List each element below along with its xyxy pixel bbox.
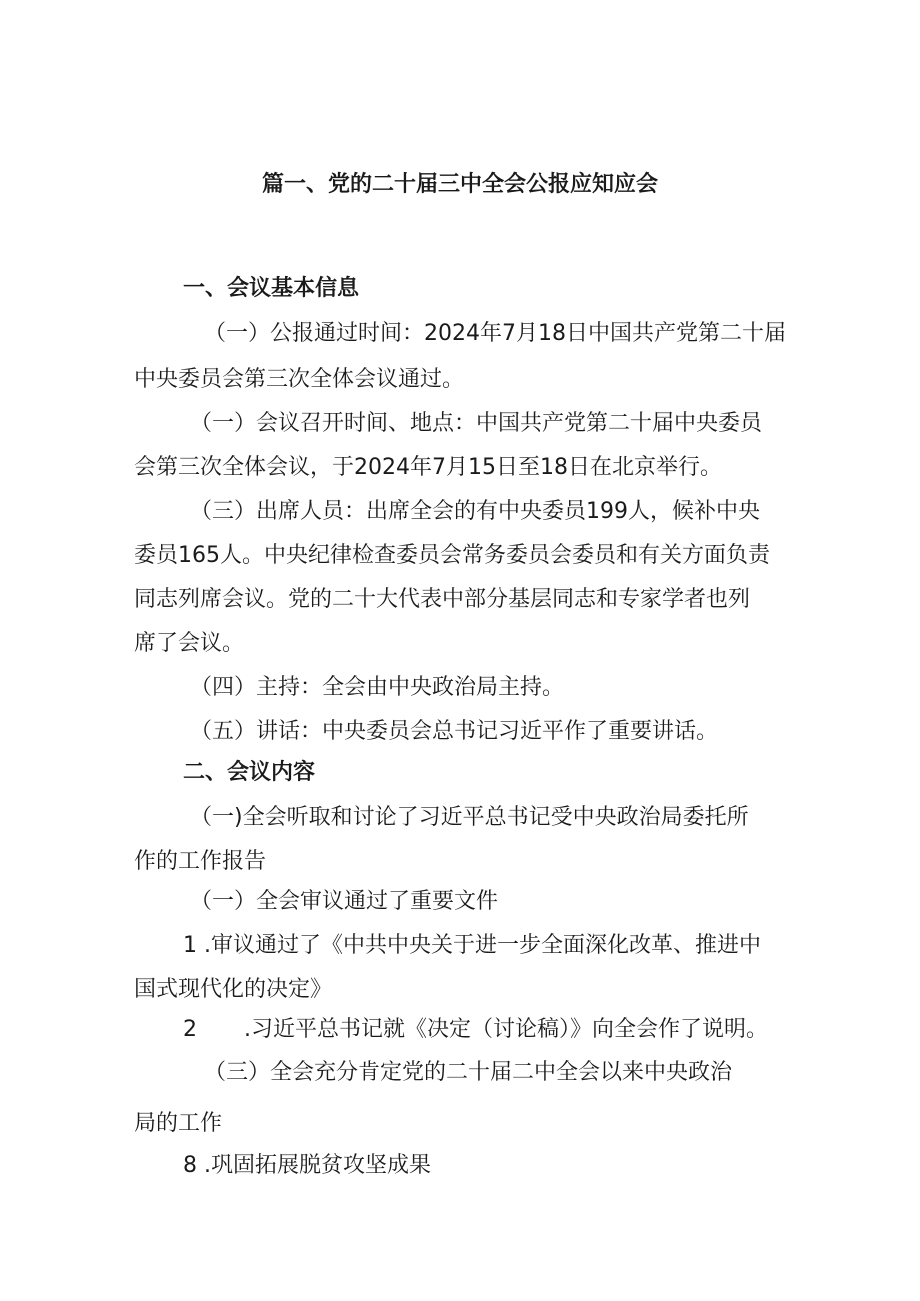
paragraph-line: （五）讲话：中央委员会总书记习近平作了重要讲话。 bbox=[190, 719, 719, 744]
paragraph-line: 同志列席会议。党的二十大代表中部分基层同志和专家学者也列 bbox=[134, 587, 751, 612]
paragraph-line: （一）会议召开时间、地点：中国共产党第二十届中央委员 bbox=[190, 411, 763, 436]
paragraph-line: （一）全会审议通过了重要文件 bbox=[190, 889, 499, 914]
paragraph-line: （一）公报通过时间：2024年7月18日中国共产党第二十届 bbox=[204, 321, 786, 346]
section-heading-content: 二、会议内容 bbox=[183, 760, 316, 785]
list-item: 1 .审议通过了《中共中央关于进一步全面深化改革、推进中 bbox=[183, 933, 761, 958]
paragraph-line: 席了会议。 bbox=[134, 631, 245, 656]
paragraph-line: 作的工作报告 bbox=[134, 849, 267, 874]
section-heading-basic-info: 一、会议基本信息 bbox=[183, 276, 360, 301]
list-item-number: 2 bbox=[183, 1017, 197, 1042]
paragraph-line: 中央委员会第三次全体会议通过。 bbox=[134, 367, 465, 392]
paragraph-line: 委员165人。中央纪律检查委员会常务委员会委员和有关方面负责 bbox=[134, 543, 770, 568]
paragraph-line: （四）主持：全会由中央政治局主持。 bbox=[190, 675, 565, 700]
paragraph-line: （一)全会听取和讨论了习近平总书记受中央政治局委托所 bbox=[190, 805, 749, 830]
list-item: 国式现代化的决定》 bbox=[134, 977, 333, 1002]
paragraph-line: 会第三次全体会议，于2024年7月15日至18日在北京举行。 bbox=[134, 455, 722, 480]
paragraph-line: 局的工作 bbox=[134, 1111, 223, 1136]
paragraph-line: （三）出席人员：出席全会的有中央委员199人，候补中央 bbox=[190, 499, 760, 524]
list-item: .习近平总书记就《决定（讨论稿）》向全会作了说明。 bbox=[244, 1017, 768, 1042]
paragraph-line: （三）全会充分肯定党的二十届二中全会以来中央政治 bbox=[204, 1060, 733, 1085]
document-title: 篇一、党的二十届三中全会公报应知应会 bbox=[261, 172, 658, 197]
list-item: 8 .巩固拓展脱贫攻坚成果 bbox=[183, 1153, 431, 1178]
